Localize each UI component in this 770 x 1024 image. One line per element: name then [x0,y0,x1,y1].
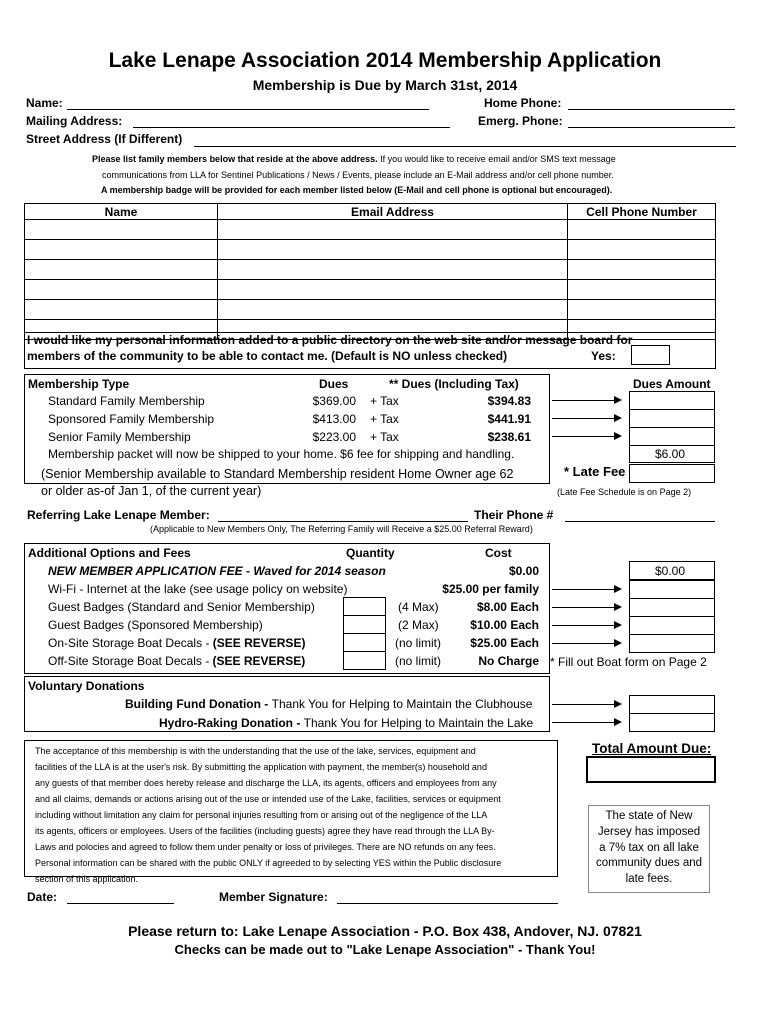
hydro-raking-donation-label [159,716,533,730]
onsite-boat-decals-quantity[interactable] [343,633,386,652]
table-cell[interactable] [25,220,218,240]
checks-payable-note: Checks can be made out to "Lake Lenape Association" - Thank You! [174,942,596,957]
cost-heading: Cost [485,546,512,560]
instructions-line-1 [92,154,616,164]
instructions-line-2: communications from LLA for Sentinel Publications / News / Events, please include an E-Mail address and/or cell phone number. [102,170,614,180]
dues-including-tax-heading: ** Dues (Including Tax) [389,377,519,391]
tax-note-line: Jersey has imposed [597,826,701,838]
table-row[interactable] [25,220,716,240]
name-field[interactable] [67,109,429,110]
hydro-raking-rest: Thank You for Helping to Maintain the Lake [303,716,534,730]
arrow-icon [552,643,620,644]
instructions-bold: Please list family members below that reside at the above address. [92,154,378,164]
arrow-icon [552,704,620,705]
table-cell[interactable] [25,300,218,320]
table-cell[interactable] [25,280,218,300]
table-cell[interactable] [25,260,218,280]
guest-badges-sponsored-amount-field[interactable] [629,616,715,635]
senior-note-line-1: (Senior Membership available to Standard Membership resident Home Owner age 62 [41,467,514,481]
table-row[interactable] [25,240,716,260]
new-member-fee-label: NEW MEMBER APPLICATION FEE - Waved for 2014 season [48,564,386,578]
guest-badges-sponsored-quantity[interactable] [343,615,386,634]
hydro-raking-bold: Hydro-Raking Donation - [159,716,304,730]
legal-line: Personal information can be shared with the public ONLY if agreeded to by selecting YES within the Public disclosure [35,858,502,868]
total-amount-field[interactable] [586,756,716,783]
wifi-cost: $25.00 per family [442,582,539,596]
shipping-amount-value: $6.00 [654,447,685,461]
voluntary-donations-heading: Voluntary Donations [28,679,145,693]
page-subtitle: Membership is Due by March 31st, 2014 [252,77,518,93]
home-phone-label: Home Phone: [484,96,562,110]
table-cell[interactable] [568,260,716,280]
table-cell[interactable] [568,220,716,240]
offsite-boat-decals-text: Off-Site Storage Boat Decals - [48,654,213,668]
membership-standard-total: $394.83 [487,394,531,408]
building-fund-donation-label [125,697,532,711]
onsite-boat-decals-cost: $25.00 Each [470,636,539,650]
arrow-icon [552,607,620,608]
name-label: Name: [26,96,63,110]
instructions-line-3: A membership badge will be provided for each member listed below (E-Mail and cell phone is optional but encouraged). [101,185,613,195]
tax-note-line: a 7% tax on all lake [599,842,699,854]
legal-line: its agents, officers or employees. Users of the facilities (including guests) agree they have read through the LLA By- [35,826,495,836]
offsite-boat-decals-limit: (no limit) [395,654,442,668]
wifi-label: Wi-Fi - Internet at the lake (see usage policy on website) [48,582,348,596]
referrer-phone-label: Their Phone # [474,508,554,522]
membership-senior-tax: + Tax [370,430,399,444]
late-fee-note: (Late Fee Schedule is on Page 2) [557,487,692,497]
membership-senior-total: $238.61 [487,430,531,444]
table-row[interactable] [25,280,716,300]
wifi-amount-field[interactable] [629,580,715,599]
legal-line: and all claims, demands or actions arising out of the use or intended use of the Lake, facilities, services or equipment [35,794,501,804]
arrow-icon [552,625,620,626]
arrow-icon [552,436,620,437]
referring-member-field[interactable] [218,521,468,522]
offsite-see-reverse: (SEE REVERSE) [212,654,306,668]
legal-line: any guests of that member does hereby release and discharge the LLA, its agents, officers and employees from any [35,778,497,788]
directory-yes-label: Yes: [591,349,616,363]
arrow-icon [552,722,620,723]
directory-consent-line-2: members of the community to be able to contact me. (Default is NO unless checked) [27,349,508,363]
additional-options-heading: Additional Options and Fees [28,546,191,560]
dues-heading: Dues [319,377,349,391]
building-fund-bold: Building Fund Donation - [125,697,272,711]
legal-terms-box [24,740,558,877]
membership-sponsored-tax: + Tax [370,412,399,426]
senior-note-line-2: or older as-of Jan 1, of the current year) [41,484,262,498]
onsite-boat-decals-limit: (no limit) [395,636,442,650]
dues-amount-senior-field[interactable] [629,427,715,446]
total-amount-label: Total Amount Due: [592,741,712,756]
family-members-table [24,203,716,340]
date-label: Date: [27,890,58,904]
table-cell[interactable] [25,240,218,260]
arrow-icon [552,589,620,590]
table-cell[interactable] [218,260,568,280]
street-address-field[interactable] [194,146,736,147]
street-address-label: Street Address (If Different) [26,132,183,146]
dues-amount-sponsored-field[interactable] [629,409,715,428]
membership-senior-dues: $223.00 [312,430,356,444]
table-cell[interactable] [568,240,716,260]
guest-badges-standard-quantity[interactable] [343,597,386,616]
building-fund-rest: Thank You for Helping to Maintain the Clubhouse [271,697,533,711]
mailing-address-label: Mailing Address: [26,114,123,128]
arrow-icon [552,400,620,401]
boat-form-note: * Fill out Boat form on Page 2 [550,655,707,669]
membership-standard-name: Standard Family Membership [48,394,205,408]
membership-sponsored-name: Sponsored Family Membership [48,412,215,426]
guest-badges-sponsored-cost: $10.00 Each [470,618,539,632]
mailing-address-field[interactable] [133,127,450,128]
table-row[interactable] [25,260,716,280]
hydro-raking-amount-field[interactable] [629,713,715,732]
referring-member-label: Referring Lake Lenape Member: [27,508,210,522]
guest-badges-standard-amount-field[interactable] [629,598,715,617]
guest-badges-standard-cost: $8.00 Each [476,600,539,614]
referrer-phone-field[interactable] [565,521,715,522]
member-signature-field[interactable] [337,903,558,904]
column-header-email: Email Address [218,204,568,220]
table-cell[interactable] [218,220,568,240]
membership-type-heading: Membership Type [28,377,130,391]
new-member-fee-cost: $0.00 [508,564,539,578]
home-phone-field[interactable] [568,109,735,110]
onsite-boat-decals-amount-field[interactable] [629,634,715,653]
dues-amount-standard-field[interactable] [629,391,715,410]
table-cell[interactable] [218,280,568,300]
arrow-icon [552,418,620,419]
legal-line: section of this application. [35,874,139,884]
table-header-row [25,204,716,220]
referral-note: (Applicable to New Members Only, The Referring Family will Receive a $25.00 Referral Reward) [150,524,533,534]
table-row[interactable] [25,300,716,320]
legal-line: including without limitation any claim for personal injuries resulting from or arising out of the negligence of the LLA [35,810,488,820]
page-title: Lake Lenape Association 2014 Membership Application [108,49,662,72]
column-header-cell-phone: Cell Phone Number [568,204,716,220]
shipping-note: Membership packet will now be shipped to your home. $6 fee for shipping and handling. [48,447,515,461]
directory-consent-line-1: I would like my personal information added to a public directory on the web site and/or message board for [27,333,633,347]
membership-sponsored-dues: $413.00 [312,412,356,426]
offsite-boat-decals-cost: No Charge [478,654,539,668]
emerg-phone-label: Emerg. Phone: [478,114,563,128]
late-fee-label: * Late Fee [564,464,626,479]
emerg-phone-field[interactable] [568,127,735,128]
tax-note-line: late fees. [625,873,673,885]
table-cell[interactable] [218,300,568,320]
legal-line: Laws and polocies and agreed to follow them under penalty or loss of privileges. There are NO refunds on any fees. [35,842,496,852]
guest-badges-standard-limit: (4 Max) [398,600,439,614]
table-cell[interactable] [218,240,568,260]
new-member-fee-amount: $0.00 [654,564,685,578]
membership-senior-name: Senior Family Membership [48,430,191,444]
tax-note-line: community dues and [595,857,703,869]
quantity-heading: Quantity [346,546,395,560]
table-cell[interactable] [568,300,716,320]
dues-amount-heading: Dues Amount [633,377,711,391]
guest-badges-standard-label: Guest Badges (Standard and Senior Membership) [48,600,315,614]
date-field[interactable] [67,903,174,904]
membership-standard-dues: $369.00 [312,394,356,408]
return-address: Please return to: Lake Lenape Association - P.O. Box 438, Andover, NJ. 07821 [128,923,642,939]
onsite-boat-decals-label [48,636,305,650]
onsite-see-reverse: (SEE REVERSE) [212,636,306,650]
guest-badges-sponsored-label: Guest Badges (Sponsored Membership) [48,618,263,632]
offsite-boat-decals-quantity[interactable] [343,651,386,670]
onsite-boat-decals-text: On-Site Storage Boat Decals - [48,636,213,650]
membership-standard-tax: + Tax [370,394,399,408]
legal-line: facilities of the LLA is at the user's risk. By submitting the application with payment, the member(s) household and [35,762,487,772]
offsite-boat-decals-label [48,654,305,668]
instructions-rest: If you would like to receive email and/or SMS text message [380,154,616,164]
column-header-name: Name [25,204,218,220]
legal-line: The acceptance of this membership is with the understanding that the use of the lake, services, equipment and [35,746,476,756]
late-fee-field[interactable] [629,464,715,483]
membership-sponsored-total: $441.91 [487,412,531,426]
building-fund-amount-field[interactable] [629,695,715,714]
member-signature-label: Member Signature: [219,890,328,904]
table-cell[interactable] [568,280,716,300]
tax-note-line: The state of New [605,810,693,822]
directory-yes-checkbox[interactable] [631,345,670,365]
guest-badges-sponsored-limit: (2 Max) [398,618,439,632]
